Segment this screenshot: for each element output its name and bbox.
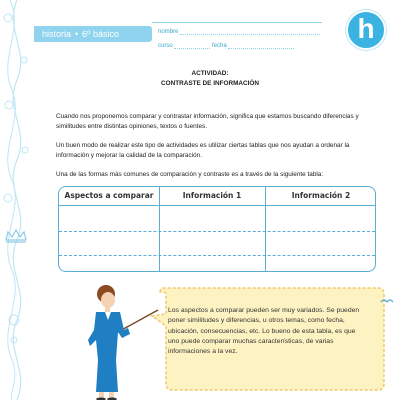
activity-subtitle: CONTRASTE DE INFORMACIÓN	[161, 80, 259, 87]
comparison-table	[58, 186, 376, 272]
date-field[interactable]	[228, 43, 294, 49]
subject-label: historia	[42, 29, 72, 39]
name-row	[158, 29, 320, 35]
table-header-info-2: Información 2	[291, 191, 351, 200]
paragraph-2: Un buen modo de realizar este tipo de actividades es utilizar ciertas tablas que nos ayudan a ordenar la información y mejorar la calidad de la comparación.	[56, 142, 350, 159]
course-label: curso	[158, 43, 173, 49]
table-row-divider	[59, 255, 375, 256]
speech-bubble-text: Los aspectos a comparar pueden ser muy variados. Se pueden poner similitudes y diferencias, u otros temas, como fecha, ubicación, consecuencias, etc. Lo bueno de esta tabla, es que uno puede comparar muchas características, de varias informaciones a la vez.	[168, 307, 360, 356]
logo-letter: h	[357, 13, 375, 44]
course-date-row	[158, 43, 294, 49]
table-column-divider	[159, 187, 160, 271]
table-header-info-1: Información 1	[182, 191, 242, 200]
paragraph-1: Cuando nos proponemos comparar y contrastar información, significa que estamos buscando diferencias y similitudes entre distintas opiniones, textos o fuentes.	[56, 113, 359, 130]
left-swirl-decoration	[0, 0, 34, 400]
header-separator: •	[75, 29, 79, 39]
name-label: nombre	[158, 29, 179, 35]
table-column-divider	[265, 187, 266, 271]
student-info-form	[152, 22, 322, 58]
brand-logo	[346, 10, 386, 50]
grade-label: 6º básico	[82, 29, 119, 39]
name-field[interactable]	[180, 29, 320, 35]
date-label: fecha	[212, 43, 227, 49]
table-row-divider	[59, 231, 375, 232]
bird-icon	[380, 296, 394, 306]
subject-header-bar	[34, 26, 152, 42]
table-header-divider	[59, 205, 375, 206]
activity-title: ACTIVIDAD:	[191, 70, 229, 77]
table-header-aspects: Aspectos a comparar	[64, 191, 154, 200]
teacher-illustration	[72, 280, 162, 400]
paragraph-3: Una de las formas más comunes de comparación y contraste es a través de la siguiente tabla:	[56, 171, 324, 178]
course-field[interactable]	[174, 43, 210, 49]
